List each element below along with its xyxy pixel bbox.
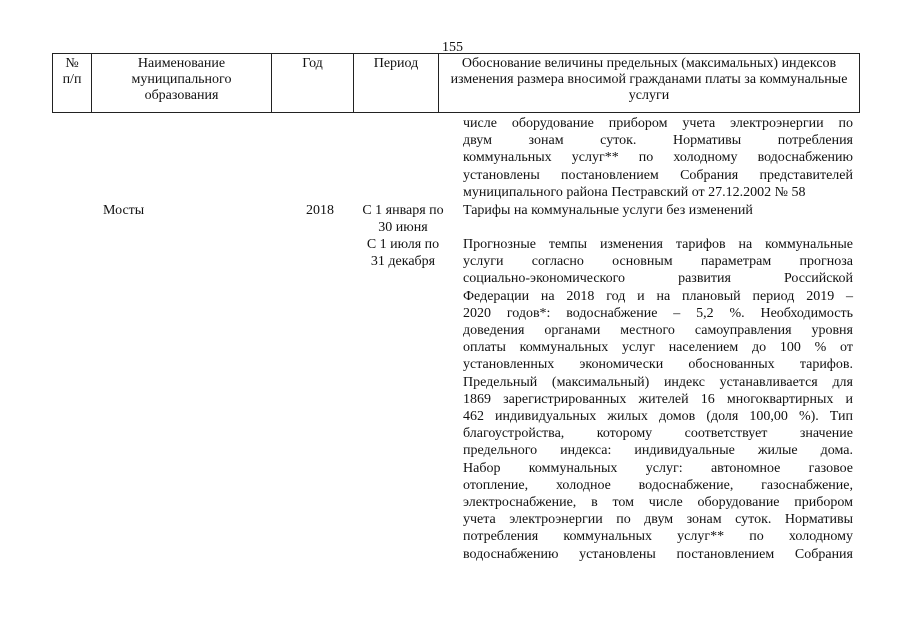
text-line: услуги согласно основным параметрам прогноза [463, 254, 853, 270]
text-line: числе оборудование прибором учета электроэнергии по [463, 116, 853, 131]
forecast-text [463, 236, 853, 563]
text-line: электроснабжение, в том числе оборудование прибором [463, 495, 853, 511]
text-line: установленных экономически обоснованных тарифов. [463, 357, 853, 373]
text-line: 2020 годов*: водоснабжение – 5,2 %. Необходимость [463, 305, 853, 321]
header-year: Год [272, 54, 354, 113]
text-line: Предельный (максимальный) индекс устанавливается для [463, 374, 853, 390]
year-value: 2018 [306, 203, 334, 218]
text-line: благоустройства, которому соответствует значение [463, 426, 853, 442]
text-line: установлены постановлением Собрания представителей [463, 167, 853, 183]
text-line: доведения органами местного самоуправления уровня [463, 323, 853, 339]
text-line: оплаты коммунальных услуг населением до 100 % от [463, 340, 853, 356]
text-line: предельного индекса: индивидуальные жилые дома. [463, 443, 853, 459]
continuation-text [463, 115, 853, 201]
text-line: 462 индивидуальных жилых домов (доля 100,00 %). Тип [463, 409, 853, 425]
text-line: коммунальных услуг** по холодному водоснабжению [463, 150, 853, 166]
text-line: муниципального района Пестравский от 27.12.2002 № 58 [463, 184, 806, 200]
municipality-name: Мосты [103, 203, 145, 218]
header-basis: Обоснование величины предельных (максимальных) индексов изменения размера вносимой гражданами платы за коммунальные услуги [439, 54, 860, 113]
text-line: Прогнозные темпы изменения тарифов на коммунальные [463, 237, 853, 252]
text-line: потребления коммунальных услуг** по холодному [463, 529, 853, 545]
header-number: № п/п [53, 54, 92, 113]
text-line: учета электроэнергии по двум зонам суток. Нормативы [463, 512, 853, 528]
text-line: отопление, холодное водоснабжение, газоснабжение, [463, 477, 853, 493]
text-line: Федерации на 2018 год и на плановый период 2019 – [463, 288, 853, 304]
text-line: водоснабжению установлены постановлением Собрания [463, 546, 853, 562]
text-line: социально-экономического развития Российской [463, 271, 853, 287]
period-first-half: С 1 января по 30 июня [362, 203, 444, 235]
header-municipality: Наименование муниципального образования [92, 54, 272, 113]
tariffs-unchanged-text: Тарифы на коммунальные услуги без изменений [463, 203, 753, 218]
text-line: 1869 зарегистрированных жителей 16 многоквартирных и [463, 391, 853, 407]
header-period: Период [354, 54, 439, 113]
page-number: 155 [442, 40, 463, 55]
period-second-half: С 1 июля по 31 декабря [366, 237, 440, 269]
text-line: Набор коммунальных услуг: автономное газовое [463, 460, 853, 476]
text-line: двум зонам суток. Нормативы потребления [463, 133, 853, 149]
table-header [52, 53, 860, 113]
